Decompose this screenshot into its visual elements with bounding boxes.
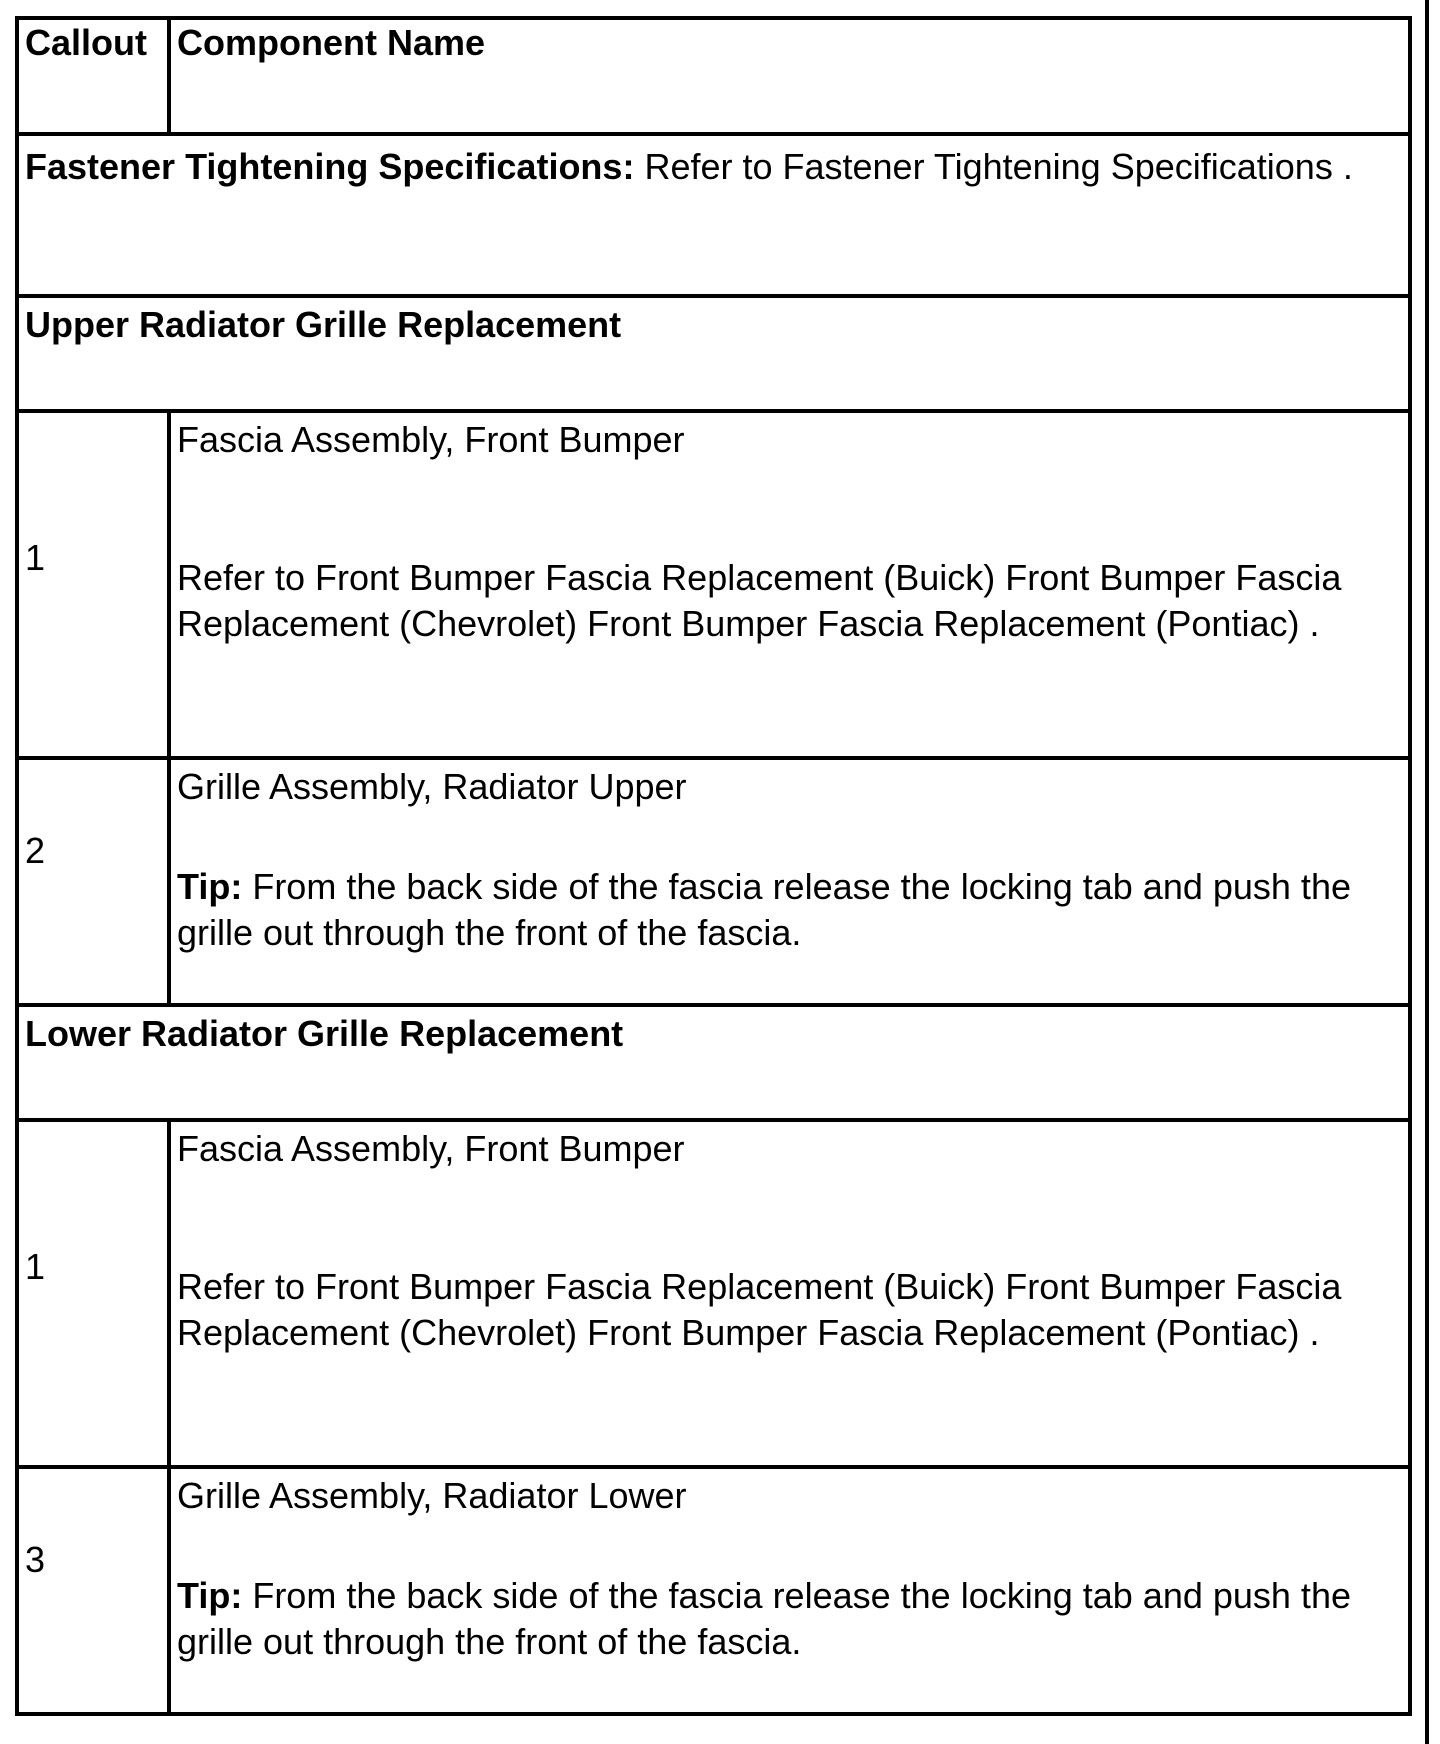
fastener-specs-label: Fastener Tightening Specifications: bbox=[25, 146, 635, 187]
component-name: Fascia Assembly, Front Bumper bbox=[177, 1128, 685, 1169]
table-row bbox=[17, 411, 1410, 758]
component-cell bbox=[169, 411, 1410, 758]
callout-number: 2 bbox=[17, 758, 169, 1005]
component-note: From the back side of the fascia release the locking tab and push the grille out through the front of the fascia. bbox=[177, 866, 1351, 953]
fastener-specs-row bbox=[17, 134, 1410, 296]
page-right-border bbox=[1425, 0, 1429, 1744]
section-row-lower bbox=[17, 1005, 1410, 1120]
tip-label: Tip: bbox=[177, 866, 243, 907]
component-cell bbox=[169, 758, 1410, 1005]
component-cell bbox=[169, 1467, 1410, 1714]
component-name-column-header: Component Name bbox=[169, 18, 1410, 134]
callout-column-header: Callout bbox=[17, 18, 169, 134]
table-row bbox=[17, 1120, 1410, 1467]
callout-number: 1 bbox=[17, 411, 169, 758]
component-cell bbox=[169, 1120, 1410, 1467]
table-row bbox=[17, 758, 1410, 1005]
section-row-upper bbox=[17, 296, 1410, 411]
table-row bbox=[17, 1467, 1410, 1714]
component-note: Refer to Front Bumper Fascia Replacement (Buick) Front Bumper Fascia Replacement (Chevrolet) Front Bumper Fascia Replacement (Pontiac) . bbox=[177, 557, 1342, 644]
callout-number: 3 bbox=[17, 1467, 169, 1714]
component-name: Fascia Assembly, Front Bumper bbox=[177, 419, 685, 460]
component-table bbox=[15, 16, 1412, 1716]
tip-label: Tip: bbox=[177, 1575, 243, 1616]
fastener-specs-text: Refer to Fastener Tightening Specifications . bbox=[634, 146, 1353, 187]
component-note: From the back side of the fascia release the locking tab and push the grille out through the front of the fascia. bbox=[177, 1575, 1351, 1662]
component-note: Refer to Front Bumper Fascia Replacement (Buick) Front Bumper Fascia Replacement (Chevrolet) Front Bumper Fascia Replacement (Pontiac) . bbox=[177, 1266, 1342, 1353]
component-name: Grille Assembly, Radiator Lower bbox=[177, 1475, 687, 1516]
table-header-row bbox=[17, 18, 1410, 134]
callout-number: 1 bbox=[17, 1120, 169, 1467]
fastener-specs-cell bbox=[17, 134, 1410, 296]
section-title-lower: Lower Radiator Grille Replacement bbox=[17, 1005, 1410, 1120]
component-name: Grille Assembly, Radiator Upper bbox=[177, 766, 687, 807]
section-title-upper: Upper Radiator Grille Replacement bbox=[17, 296, 1410, 411]
